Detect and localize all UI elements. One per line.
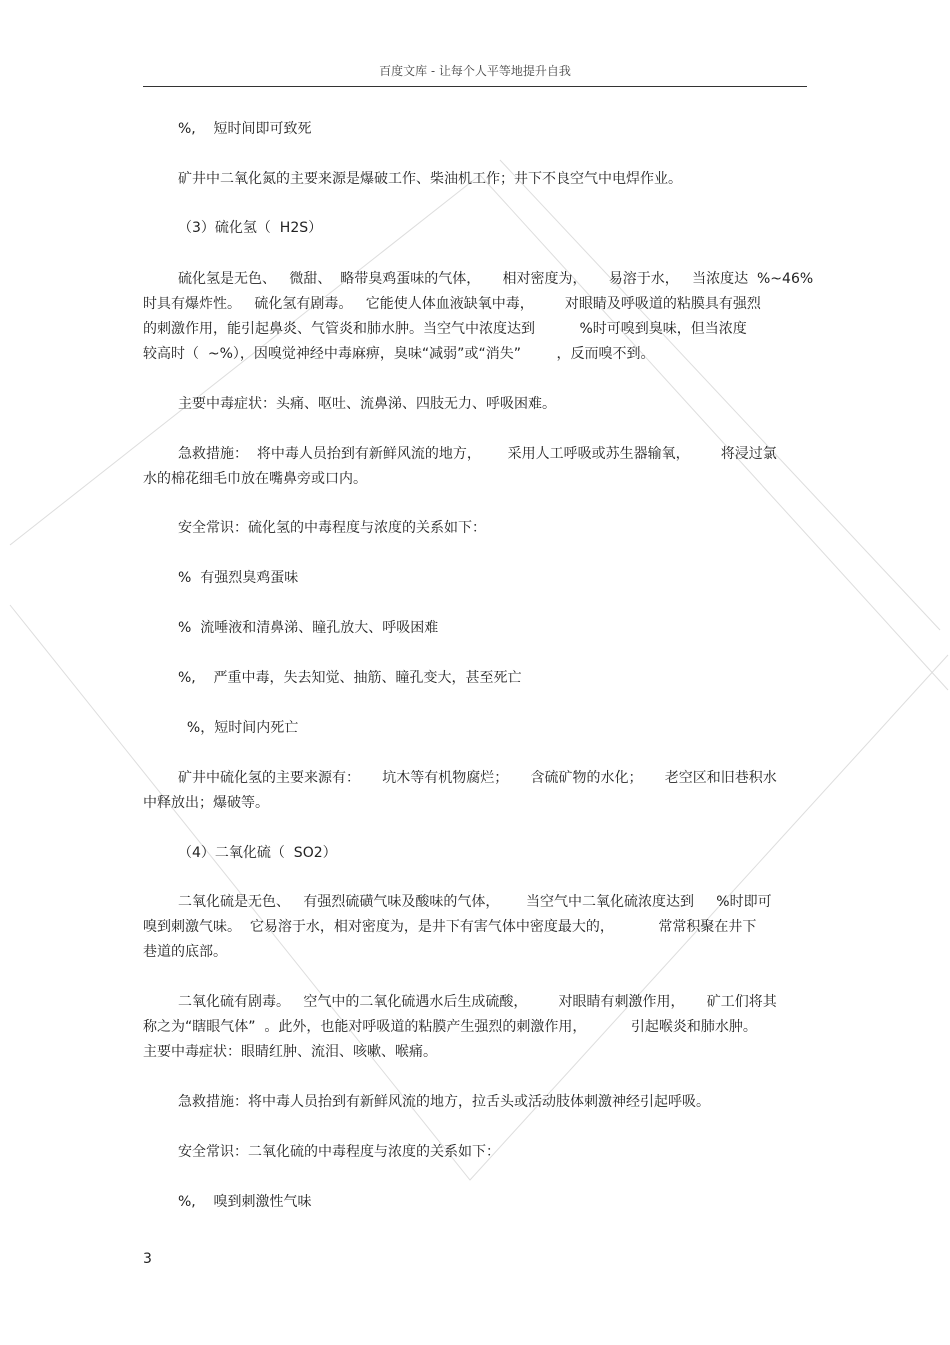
list-item: %, 嗅到刺激性气味 xyxy=(178,1194,312,1210)
page-number: 3 xyxy=(143,1251,152,1267)
list-item: % 流唾液和清鼻涕、瞳孔放大、呼吸困难 xyxy=(178,620,439,636)
section-heading: （4）二氧化硫（ SO2） xyxy=(178,845,337,861)
list-item: %, 严重中毒，失去知觉、抽筋、瞳孔变大，甚至死亡 xyxy=(178,670,522,686)
paragraph-line: %, 短时间即可致死 xyxy=(178,121,312,137)
paragraph-line: 称之为“瞎眼气体” 。此外，也能对呼吸道的粘膜产生强烈的刺激作用， 引起喉炎和肺水肿。 xyxy=(143,1019,757,1035)
section-heading: （3）硫化氢（ H2S） xyxy=(178,220,323,236)
paragraph-line: 矿井中二氧化氮的主要来源是爆破工作、柴油机工作；井下不良空气中电焊作业。 xyxy=(178,171,682,187)
paragraph-line: 急救措施：将中毒人员抬到有新鲜风流的地方，拉舌头或活动肢体刺激神经引起呼吸。 xyxy=(178,1094,710,1110)
paragraph-line: 主要中毒症状：眼睛红肿、流泪、咳嗽、喉痛。 xyxy=(143,1044,437,1060)
paragraph-line: 水的棉花细毛巾放在嘴鼻旁或口内。 xyxy=(143,471,367,487)
paragraph-line: 中释放出；爆破等。 xyxy=(143,795,269,811)
paragraph-line: 较高时（ ~%），因嗅觉神经中毒麻痹，臭味“减弱”或“消失” ，反而嗅不到。 xyxy=(143,346,655,362)
paragraph-line: 主要中毒症状：头痛、呕吐、流鼻涕、四肢无力、呼吸困难。 xyxy=(178,396,556,412)
paragraph-line: 时具有爆炸性。 硫化氢有剧毒。 它能使人体血液缺氧中毒， 对眼睛及呼吸道的粘膜具有强烈 xyxy=(143,296,761,312)
list-item: % 有强烈臭鸡蛋味 xyxy=(178,570,299,586)
paragraph-line: 的刺激作用，能引起鼻炎、气管炎和肺水肿。当空气中浓度达到 %时可嗅到臭味，但当浓度 xyxy=(143,321,747,337)
paragraph-line: 二氧化硫是无色、 有强烈硫磺气味及酸味的气体， 当空气中二氧化硫浓度达到 %时即可 xyxy=(178,894,772,910)
page-header: 百度文库 - 让每个人平等地提升自我 xyxy=(379,64,571,78)
paragraph-line: 二氧化硫有剧毒。 空气中的二氧化硫遇水后生成硫酸， 对眼睛有刺激作用， 矿工们将其 xyxy=(178,994,777,1010)
header-divider xyxy=(143,86,807,87)
paragraph-line: 嗅到刺激气味。 它易溶于水，相对密度为，是井下有害气体中密度最大的， 常常积聚在井下 xyxy=(143,919,757,935)
list-item: %，短时间内死亡 xyxy=(178,720,299,736)
paragraph-line: 安全常识：硫化氢的中毒程度与浓度的关系如下： xyxy=(178,520,486,536)
paragraph-line: 矿井中硫化氢的主要来源有： 坑木等有机物腐烂； 含硫矿物的水化； 老空区和旧巷积水 xyxy=(178,770,777,786)
paragraph-line: 安全常识：二氧化硫的中毒程度与浓度的关系如下： xyxy=(178,1144,500,1160)
paragraph-line: 急救措施： 将中毒人员抬到有新鲜风流的地方， 采用人工呼吸或苏生器输氧， 将浸过氯 xyxy=(178,446,777,462)
paragraph-line: 巷道的底部。 xyxy=(143,944,227,960)
paragraph-line: 硫化氢是无色、 微甜、 略带臭鸡蛋味的气体， 相对密度为， 易溶于水， 当浓度达 %~46% xyxy=(178,271,814,287)
